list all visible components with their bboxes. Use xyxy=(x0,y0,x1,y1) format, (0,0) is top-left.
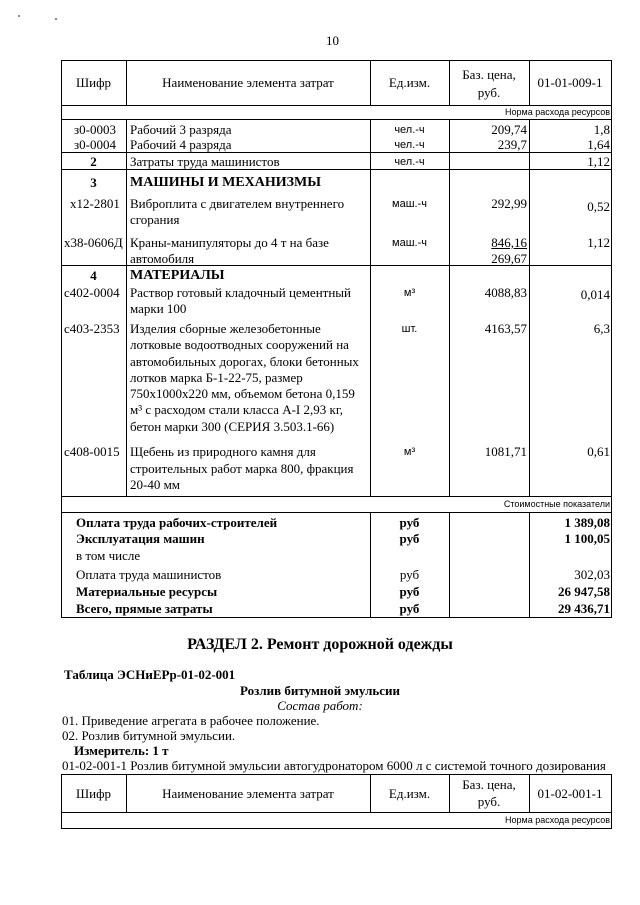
col-header-name: Наименование элемента затрат xyxy=(162,75,334,90)
item-title: 01-02-001-1 Розлив битумной эмульсии автогудронатором 6000 л с системой точного дозирования xyxy=(62,758,606,773)
measure-label: Измеритель: 1 т xyxy=(74,743,169,758)
col-header-id: 01-01-009-1 xyxy=(537,75,603,90)
section-title: РАЗДЕЛ 2. Ремонт дорожной одежды xyxy=(187,636,453,653)
norm-label: Норма расхода ресурсов xyxy=(505,815,610,825)
work-step: 01. Приведение агрегата в рабочее положение. xyxy=(62,713,320,728)
col-header-code: Шифр xyxy=(76,786,111,801)
col-header-name: Наименование элемента затрат xyxy=(162,786,334,801)
col-header-unit: Ед.изм. xyxy=(388,786,431,801)
table-title: Розлив битумной эмульсии xyxy=(240,683,400,698)
page-number: 10 xyxy=(326,33,339,48)
scan-mark xyxy=(18,15,20,17)
col-header-unit: Ед.изм. xyxy=(388,75,431,90)
work-step: 02. Розлив битумной эмульсии. xyxy=(62,728,236,743)
col-header-price: Баз. цена, руб. xyxy=(462,777,516,809)
cost-label: Стоимостные показатели xyxy=(503,499,610,509)
col-header-id: 01-02-001-1 xyxy=(537,786,603,801)
scan-mark xyxy=(55,18,57,20)
col-header-code: Шифр xyxy=(76,75,111,90)
norm-label: Норма расхода ресурсов xyxy=(505,107,610,117)
composition-label: Состав работ: xyxy=(277,698,363,713)
col-header-price: Баз. цена, руб. xyxy=(462,67,516,100)
table-label: Таблица ЭСНиЕРр-01-02-001 xyxy=(64,667,236,682)
